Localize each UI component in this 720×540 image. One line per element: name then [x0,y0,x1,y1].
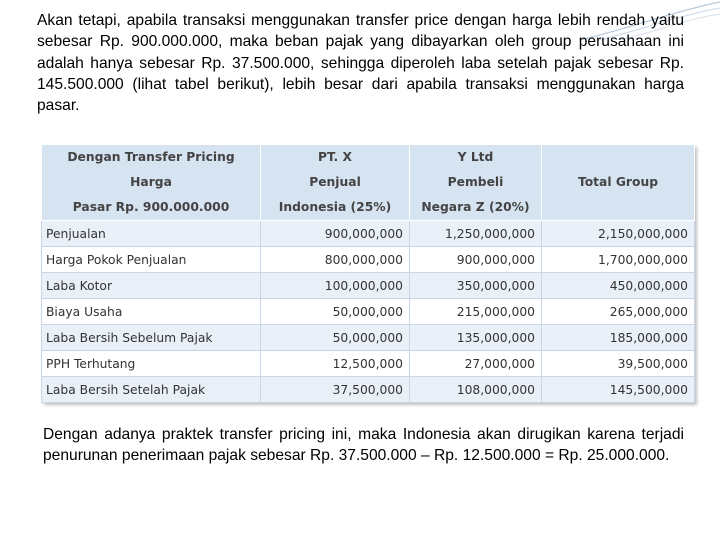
intro-paragraph: Akan tetapi, apabila transaksi menggunakan transfer price dengan harga lebih rendah yaitu sebesar Rp. 900.000.000, maka beban pajak yang dibayarkan oleh group perusahaan ini adalah hanya sebesar Rp. 37.500.000, sehingga diperoleh laba setelah pajak sebesar Rp. 145.500.000 (lihat tabel berikut), lebih besar dari apabila transaksi menggunakan harga pasar. [37,12,684,115]
row-label: Laba Bersih Setelah Pajak [42,377,261,403]
row-label: Biaya Usaha [42,299,261,325]
cell-y-ltd: 135,000,000 [410,325,542,351]
table-header-row [42,145,695,221]
table-row [42,351,695,377]
header-pt-x [261,145,410,221]
transfer-pricing-table [41,144,694,402]
table-row [42,221,695,247]
cell-total: 145,500,000 [542,377,695,403]
conclusion-paragraph: Dengan adanya praktek transfer pricing ini, maka Indonesia akan dirugikan karena terjadi penurunan penerimaan pajak sebesar Rp. 37.500.000 – Rp. 12.500.000 = Rp. 25.000.000. [43,426,684,465]
cell-pt-x: 50,000,000 [261,299,410,325]
header-y-ltd [410,145,542,221]
cell-y-ltd: 900,000,000 [410,247,542,273]
row-label: Laba Kotor [42,273,261,299]
cell-pt-x: 900,000,000 [261,221,410,247]
cell-y-ltd: 108,000,000 [410,377,542,403]
row-label: PPH Terhutang [42,351,261,377]
cell-pt-x: 100,000,000 [261,273,410,299]
header-total-group [542,145,695,221]
cell-total: 185,000,000 [542,325,695,351]
header-scenario [42,145,261,221]
data-table [41,144,695,403]
table-row [42,299,695,325]
table-row [42,325,695,351]
cell-y-ltd: 350,000,000 [410,273,542,299]
header-text: Pembeli [447,175,504,189]
header-text: Penjual [309,175,361,189]
row-label: Harga Pokok Penjualan [42,247,261,273]
cell-total: 265,000,000 [542,299,695,325]
row-label: Laba Bersih Sebelum Pajak [42,325,261,351]
cell-pt-x: 800,000,000 [261,247,410,273]
cell-pt-x: 50,000,000 [261,325,410,351]
cell-y-ltd: 215,000,000 [410,299,542,325]
cell-total: 2,150,000,000 [542,221,695,247]
cell-pt-x: 12,500,000 [261,351,410,377]
table-row [42,377,695,403]
header-text: Indonesia (25%) [278,200,392,214]
header-text: Pasar Rp. 900.000.000 [72,200,230,214]
header-text: Total Group [577,175,659,189]
header-text: PT. X [318,150,352,164]
table-row [42,247,695,273]
cell-y-ltd: 27,000,000 [410,351,542,377]
cell-y-ltd: 1,250,000,000 [410,221,542,247]
table-row [42,273,695,299]
header-text: Y Ltd [457,150,494,164]
row-label: Penjualan [42,221,261,247]
cell-pt-x: 37,500,000 [261,377,410,403]
cell-total: 1,700,000,000 [542,247,695,273]
cell-total: 39,500,000 [542,351,695,377]
header-text: Dengan Transfer Pricing Harga [67,150,235,189]
header-text: Negara Z (20%) [421,200,530,214]
cell-total: 450,000,000 [542,273,695,299]
